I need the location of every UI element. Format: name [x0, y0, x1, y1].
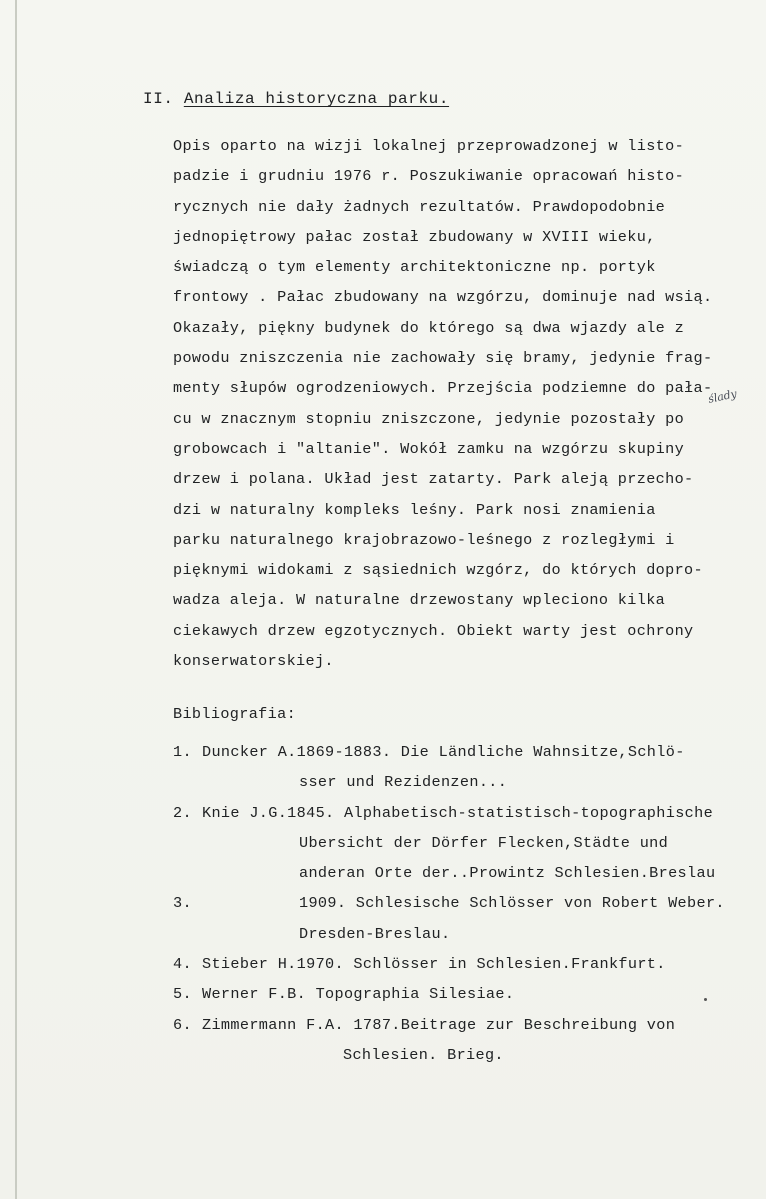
bibliography-entry	[173, 858, 766, 888]
entry-text: sser und Rezidenzen...	[299, 773, 508, 792]
entry-text: anderan Orte der..Prowintz Schlesien.Breslau	[299, 864, 716, 883]
entry-text: Zimmermann F.A. 1787.Beitrage zur Beschreibung von	[202, 1015, 676, 1034]
entry-text: Stieber H.1970. Schlösser in Schlesien.Frankfurt.	[202, 955, 666, 974]
description-paragraph	[173, 131, 763, 676]
bibliography-heading: Bibliografia:	[173, 705, 297, 723]
bibliography-list	[173, 737, 766, 1070]
paragraph-line: rycznych nie dały żadnych rezultatów. Prawdopodobnie	[173, 197, 666, 216]
paragraph-line: cu w znacznym stopniu zniszczone, jedynie pozostały po	[173, 409, 685, 428]
paragraph-line: wadza aleja. W naturalne drzewostany wpleciono kilka	[173, 591, 666, 610]
paragraph-line: powodu zniszczenia nie zachowały się bramy, jedynie frag-	[173, 349, 713, 368]
entry-number: 5.	[173, 985, 192, 1004]
paragraph-line: dzi w naturalny kompleks leśny. Park nosi znamienia	[173, 500, 656, 519]
entry-number: 4.	[173, 955, 192, 974]
entry-text: 1909. Schlesische Schlösser von Robert Weber.	[299, 894, 725, 913]
entry-text: Duncker A.1869-1883. Die Ländliche Wahnsitze,Schlö-	[202, 743, 685, 761]
paragraph-line: ciekawych drzew egzotycznych. Obiekt warty jest ochrony	[173, 621, 694, 640]
bibliography-entry	[173, 979, 766, 1009]
paragraph-line: Okazały, piękny budynek do którego są dwa wjazdy ale z	[173, 318, 685, 337]
page-edge-line	[15, 0, 17, 1199]
entry-text: Ubersicht der Dörfer Flecken,Städte und	[299, 833, 669, 852]
paragraph-line: pięknymi widokami z sąsiednich wzgórz, do których dopro-	[173, 561, 703, 580]
bibliography-entry	[173, 798, 766, 828]
bibliography-entry	[173, 888, 766, 918]
bibliography-entry	[173, 949, 766, 979]
section-number: II.	[143, 90, 174, 108]
section-heading	[143, 90, 449, 108]
bibliography-entry	[173, 737, 766, 767]
paragraph-line: drzew i polana. Układ jest zatarty. Park aleją przecho-	[173, 470, 694, 489]
paragraph-line: jednopiętrowy pałac został zbudowany w XVIII wieku,	[173, 227, 656, 246]
entry-number: 1.	[173, 743, 192, 761]
paragraph-line: konserwatorskiej.	[173, 652, 334, 671]
paragraph-line: Opis oparto na wizji lokalnej przeprowadzonej w listo-	[173, 137, 685, 155]
paragraph-line: świadczą o tym elementy architektoniczne np. portyk	[173, 258, 656, 277]
paragraph-line: frontowy . Pałac zbudowany na wzgórzu, dominuje nad wsią.	[173, 288, 713, 307]
handwritten-annotation: ślady	[706, 387, 739, 406]
entry-text: Dresden-Breslau.	[299, 924, 451, 943]
bibliography-entry	[173, 828, 766, 858]
section-title: Analiza historyczna parku.	[183, 90, 450, 108]
paragraph-line: grobowcach i "altanie". Wokół zamku na wzgórzu skupiny	[173, 439, 685, 458]
entry-text: Schlesien. Brieg.	[343, 1045, 504, 1064]
bibliography-entry	[173, 1040, 766, 1070]
paragraph-line: menty słupów ogrodzeniowych. Przejścia podziemne do pała-	[173, 379, 713, 398]
paragraph-line: parku naturalnego krajobrazowo-leśnego z rozległymi i	[173, 530, 675, 549]
entry-text: Werner F.B. Topographia Silesiae.	[202, 985, 515, 1004]
entry-number: 2.	[173, 803, 192, 822]
entry-text: Knie J.G.1845. Alphabetisch-statistisch-topographische	[202, 803, 714, 822]
ink-dot	[704, 998, 707, 1001]
entry-number: 3.	[173, 894, 192, 913]
bibliography-entry	[173, 1010, 766, 1040]
entry-number: 6.	[173, 1015, 192, 1034]
bibliography-entry	[173, 919, 766, 949]
bibliography-entry	[173, 767, 766, 797]
paragraph-line: padzie i grudniu 1976 r. Poszukiwanie opracowań histo-	[173, 167, 685, 186]
